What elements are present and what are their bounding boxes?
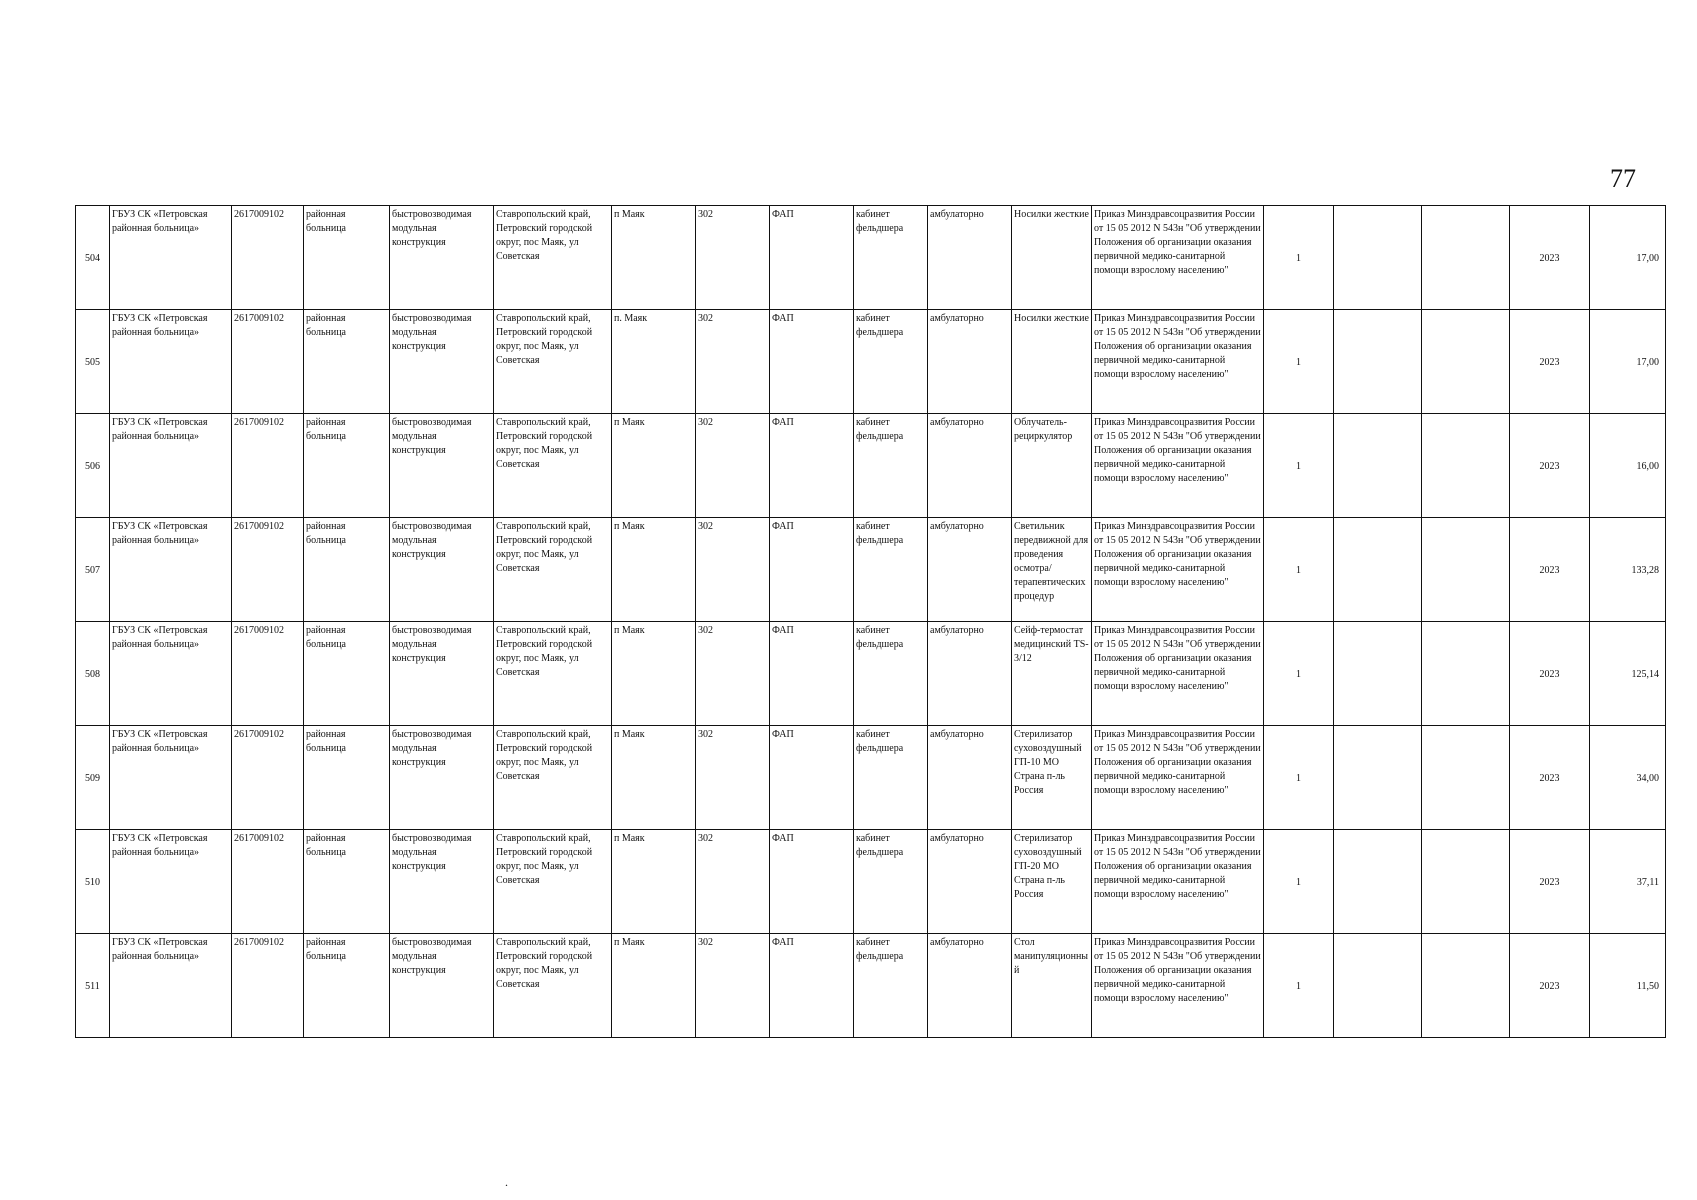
- year-cell: 2023: [1510, 310, 1590, 414]
- table-row: [76, 726, 1666, 830]
- regulation-order-cell: Приказ Минздравсоцразвития России от 15 05 2012 N 543н "Об утверждении Положения об организации оказания первичной медико-санитарной помощи взрослому населению": [1092, 414, 1264, 518]
- institution-type-cell: районная больница: [304, 726, 390, 830]
- code-cell: 302: [696, 934, 770, 1038]
- table-row: [76, 934, 1666, 1038]
- price-cell: 133,28: [1590, 518, 1666, 622]
- institution-type-cell: районная больница: [304, 310, 390, 414]
- institution-type-cell: районная больница: [304, 934, 390, 1038]
- row-number: 509: [76, 726, 110, 830]
- year-cell: 2023: [1510, 206, 1590, 310]
- care-type-cell: амбулаторно: [928, 830, 1012, 934]
- inn-cell: 2617009102: [232, 934, 304, 1038]
- institution-type-cell: районная больница: [304, 206, 390, 310]
- quantity-cell: 1: [1264, 934, 1334, 1038]
- empty-cell: [1422, 518, 1510, 622]
- care-type-cell: амбулаторно: [928, 726, 1012, 830]
- inn-cell: 2617009102: [232, 414, 304, 518]
- equipment-name-cell: Стерилизатор суховоздушный ГП-10 МО Страна п-ль Россия: [1012, 726, 1092, 830]
- unit-type-cell: ФАП: [770, 934, 854, 1038]
- room-cell: кабинет фельдшера: [854, 414, 928, 518]
- empty-cell: [1334, 518, 1422, 622]
- row-number: 508: [76, 622, 110, 726]
- locality-cell: п Маяк: [612, 518, 696, 622]
- care-type-cell: амбулаторно: [928, 206, 1012, 310]
- year-cell: 2023: [1510, 726, 1590, 830]
- empty-cell: [1334, 622, 1422, 726]
- regulation-order-cell: Приказ Минздравсоцразвития России от 15 05 2012 N 543н "Об утверждении Положения об организации оказания первичной медико-санитарной помощи взрослому населению": [1092, 934, 1264, 1038]
- unit-type-cell: ФАП: [770, 622, 854, 726]
- address-cell: Ставропольский край, Петровский городской округ, пос Маяк, ул Советская: [494, 414, 612, 518]
- row-number: 511: [76, 934, 110, 1038]
- unit-type-cell: ФАП: [770, 518, 854, 622]
- empty-cell: [1422, 726, 1510, 830]
- address-cell: Ставропольский край, Петровский городской округ, пос Маяк, ул Советская: [494, 206, 612, 310]
- address-cell: Ставропольский край, Петровский городской округ, пос Маяк, ул Советская: [494, 830, 612, 934]
- empty-cell: [1334, 310, 1422, 414]
- locality-cell: п. Маяк: [612, 310, 696, 414]
- inn-cell: 2617009102: [232, 726, 304, 830]
- code-cell: 302: [696, 414, 770, 518]
- care-type-cell: амбулаторно: [928, 414, 1012, 518]
- regulation-order-cell: Приказ Минздравсоцразвития России от 15 05 2012 N 543н "Об утверждении Положения об организации оказания первичной медико-санитарной помощи взрослому населению": [1092, 622, 1264, 726]
- code-cell: 302: [696, 726, 770, 830]
- organization-cell: ГБУЗ СК «Петровская районная больница»: [110, 622, 232, 726]
- care-type-cell: амбулаторно: [928, 518, 1012, 622]
- code-cell: 302: [696, 830, 770, 934]
- code-cell: 302: [696, 518, 770, 622]
- inn-cell: 2617009102: [232, 310, 304, 414]
- empty-cell: [1422, 934, 1510, 1038]
- address-cell: Ставропольский край, Петровский городской округ, пос Маяк, ул Советская: [494, 518, 612, 622]
- price-cell: 37,11: [1590, 830, 1666, 934]
- equipment-name-cell: Светильник передвижной для проведения осмотра/терапевтических процедур: [1012, 518, 1092, 622]
- price-cell: 17,00: [1590, 310, 1666, 414]
- price-cell: 11,50: [1590, 934, 1666, 1038]
- locality-cell: п Маяк: [612, 726, 696, 830]
- quantity-cell: 1: [1264, 726, 1334, 830]
- inn-cell: 2617009102: [232, 206, 304, 310]
- empty-cell: [1334, 830, 1422, 934]
- organization-cell: ГБУЗ СК «Петровская районная больница»: [110, 310, 232, 414]
- equipment-name-cell: Сейф-термостат медицинский TS-3/12: [1012, 622, 1092, 726]
- regulation-order-cell: Приказ Минздравсоцразвития России от 15 05 2012 N 543н "Об утверждении Положения об организации оказания первичной медико-санитарной помощи взрослому населению": [1092, 830, 1264, 934]
- care-type-cell: амбулаторно: [928, 310, 1012, 414]
- care-type-cell: амбулаторно: [928, 622, 1012, 726]
- code-cell: 302: [696, 310, 770, 414]
- regulation-order-cell: Приказ Минздравсоцразвития России от 15 05 2012 N 543н "Об утверждении Положения об организации оказания первичной медико-санитарной помощи взрослому населению": [1092, 310, 1264, 414]
- row-number: 506: [76, 414, 110, 518]
- construction-type-cell: быстровозводимая модульная конструкция: [390, 830, 494, 934]
- price-cell: 17,00: [1590, 206, 1666, 310]
- empty-cell: [1334, 726, 1422, 830]
- institution-type-cell: районная больница: [304, 414, 390, 518]
- table-row: [76, 414, 1666, 518]
- quantity-cell: 1: [1264, 206, 1334, 310]
- address-cell: Ставропольский край, Петровский городской округ, пос Маяк, ул Советская: [494, 726, 612, 830]
- inn-cell: 2617009102: [232, 518, 304, 622]
- institution-type-cell: районная больница: [304, 830, 390, 934]
- unit-type-cell: ФАП: [770, 310, 854, 414]
- care-type-cell: амбулаторно: [928, 934, 1012, 1038]
- address-cell: Ставропольский край, Петровский городской округ, пос Маяк, ул Советская: [494, 310, 612, 414]
- empty-cell: [1334, 934, 1422, 1038]
- empty-cell: [1422, 206, 1510, 310]
- unit-type-cell: ФАП: [770, 830, 854, 934]
- construction-type-cell: быстровозводимая модульная конструкция: [390, 622, 494, 726]
- table-row: [76, 310, 1666, 414]
- equipment-name-cell: Облучатель-рециркулятор: [1012, 414, 1092, 518]
- locality-cell: п Маяк: [612, 934, 696, 1038]
- unit-type-cell: ФАП: [770, 414, 854, 518]
- year-cell: 2023: [1510, 934, 1590, 1038]
- table-row: [76, 622, 1666, 726]
- price-cell: 125,14: [1590, 622, 1666, 726]
- empty-cell: [1422, 830, 1510, 934]
- quantity-cell: 1: [1264, 622, 1334, 726]
- code-cell: 302: [696, 206, 770, 310]
- quantity-cell: 1: [1264, 518, 1334, 622]
- table-row: [76, 206, 1666, 310]
- construction-type-cell: быстровозводимая модульная конструкция: [390, 206, 494, 310]
- empty-cell: [1422, 310, 1510, 414]
- price-cell: 34,00: [1590, 726, 1666, 830]
- quantity-cell: 1: [1264, 414, 1334, 518]
- room-cell: кабинет фельдшера: [854, 518, 928, 622]
- construction-type-cell: быстровозводимая модульная конструкция: [390, 934, 494, 1038]
- equipment-name-cell: Носилки жесткие: [1012, 310, 1092, 414]
- row-number: 507: [76, 518, 110, 622]
- room-cell: кабинет фельдшера: [854, 206, 928, 310]
- year-cell: 2023: [1510, 414, 1590, 518]
- regulation-order-cell: Приказ Минздравсоцразвития России от 15 05 2012 N 543н "Об утверждении Положения об организации оказания первичной медико-санитарной помощи взрослому населению": [1092, 518, 1264, 622]
- organization-cell: ГБУЗ СК «Петровская районная больница»: [110, 726, 232, 830]
- table-row: [76, 518, 1666, 622]
- room-cell: кабинет фельдшера: [854, 726, 928, 830]
- organization-cell: ГБУЗ СК «Петровская районная больница»: [110, 206, 232, 310]
- empty-cell: [1422, 622, 1510, 726]
- room-cell: кабинет фельдшера: [854, 310, 928, 414]
- construction-type-cell: быстровозводимая модульная конструкция: [390, 518, 494, 622]
- locality-cell: п Маяк: [612, 622, 696, 726]
- room-cell: кабинет фельдшера: [854, 830, 928, 934]
- code-cell: 302: [696, 622, 770, 726]
- equipment-name-cell: Носилки жесткие: [1012, 206, 1092, 310]
- quantity-cell: 1: [1264, 830, 1334, 934]
- year-cell: 2023: [1510, 518, 1590, 622]
- address-cell: Ставропольский край, Петровский городской округ, пос Маяк, ул Советская: [494, 934, 612, 1038]
- organization-cell: ГБУЗ СК «Петровская районная больница»: [110, 518, 232, 622]
- institution-type-cell: районная больница: [304, 622, 390, 726]
- empty-cell: [1334, 414, 1422, 518]
- unit-type-cell: ФАП: [770, 726, 854, 830]
- regulation-order-cell: Приказ Минздравсоцразвития России от 15 05 2012 N 543н "Об утверждении Положения об организации оказания первичной медико-санитарной помощи взрослому населению": [1092, 206, 1264, 310]
- inn-cell: 2617009102: [232, 622, 304, 726]
- inn-cell: 2617009102: [232, 830, 304, 934]
- row-number: 510: [76, 830, 110, 934]
- room-cell: кабинет фельдшера: [854, 934, 928, 1038]
- row-number: 504: [76, 206, 110, 310]
- empty-cell: [1422, 414, 1510, 518]
- room-cell: кабинет фельдшера: [854, 622, 928, 726]
- address-cell: Ставропольский край, Петровский городской округ, пос Маяк, ул Советская: [494, 622, 612, 726]
- locality-cell: п Маяк: [612, 206, 696, 310]
- stray-mark: .: [505, 1175, 508, 1189]
- equipment-name-cell: Стол манипуляционный: [1012, 934, 1092, 1038]
- table-row: [76, 830, 1666, 934]
- organization-cell: ГБУЗ СК «Петровская районная больница»: [110, 830, 232, 934]
- year-cell: 2023: [1510, 622, 1590, 726]
- registry-rows: [76, 206, 1666, 1038]
- locality-cell: п Маяк: [612, 414, 696, 518]
- construction-type-cell: быстровозводимая модульная конструкция: [390, 310, 494, 414]
- regulation-order-cell: Приказ Минздравсоцразвития России от 15 05 2012 N 543н "Об утверждении Положения об организации оказания первичной медико-санитарной помощи взрослому населению": [1092, 726, 1264, 830]
- page-number: 77: [1610, 164, 1636, 193]
- institution-type-cell: районная больница: [304, 518, 390, 622]
- equipment-registry-table: [75, 205, 1666, 1038]
- unit-type-cell: ФАП: [770, 206, 854, 310]
- price-cell: 16,00: [1590, 414, 1666, 518]
- construction-type-cell: быстровозводимая модульная конструкция: [390, 726, 494, 830]
- empty-cell: [1334, 206, 1422, 310]
- row-number: 505: [76, 310, 110, 414]
- organization-cell: ГБУЗ СК «Петровская районная больница»: [110, 934, 232, 1038]
- year-cell: 2023: [1510, 830, 1590, 934]
- construction-type-cell: быстровозводимая модульная конструкция: [390, 414, 494, 518]
- locality-cell: п Маяк: [612, 830, 696, 934]
- organization-cell: ГБУЗ СК «Петровская районная больница»: [110, 414, 232, 518]
- equipment-name-cell: Стерилизатор суховоздушный ГП-20 МО Страна п-ль Россия: [1012, 830, 1092, 934]
- quantity-cell: 1: [1264, 310, 1334, 414]
